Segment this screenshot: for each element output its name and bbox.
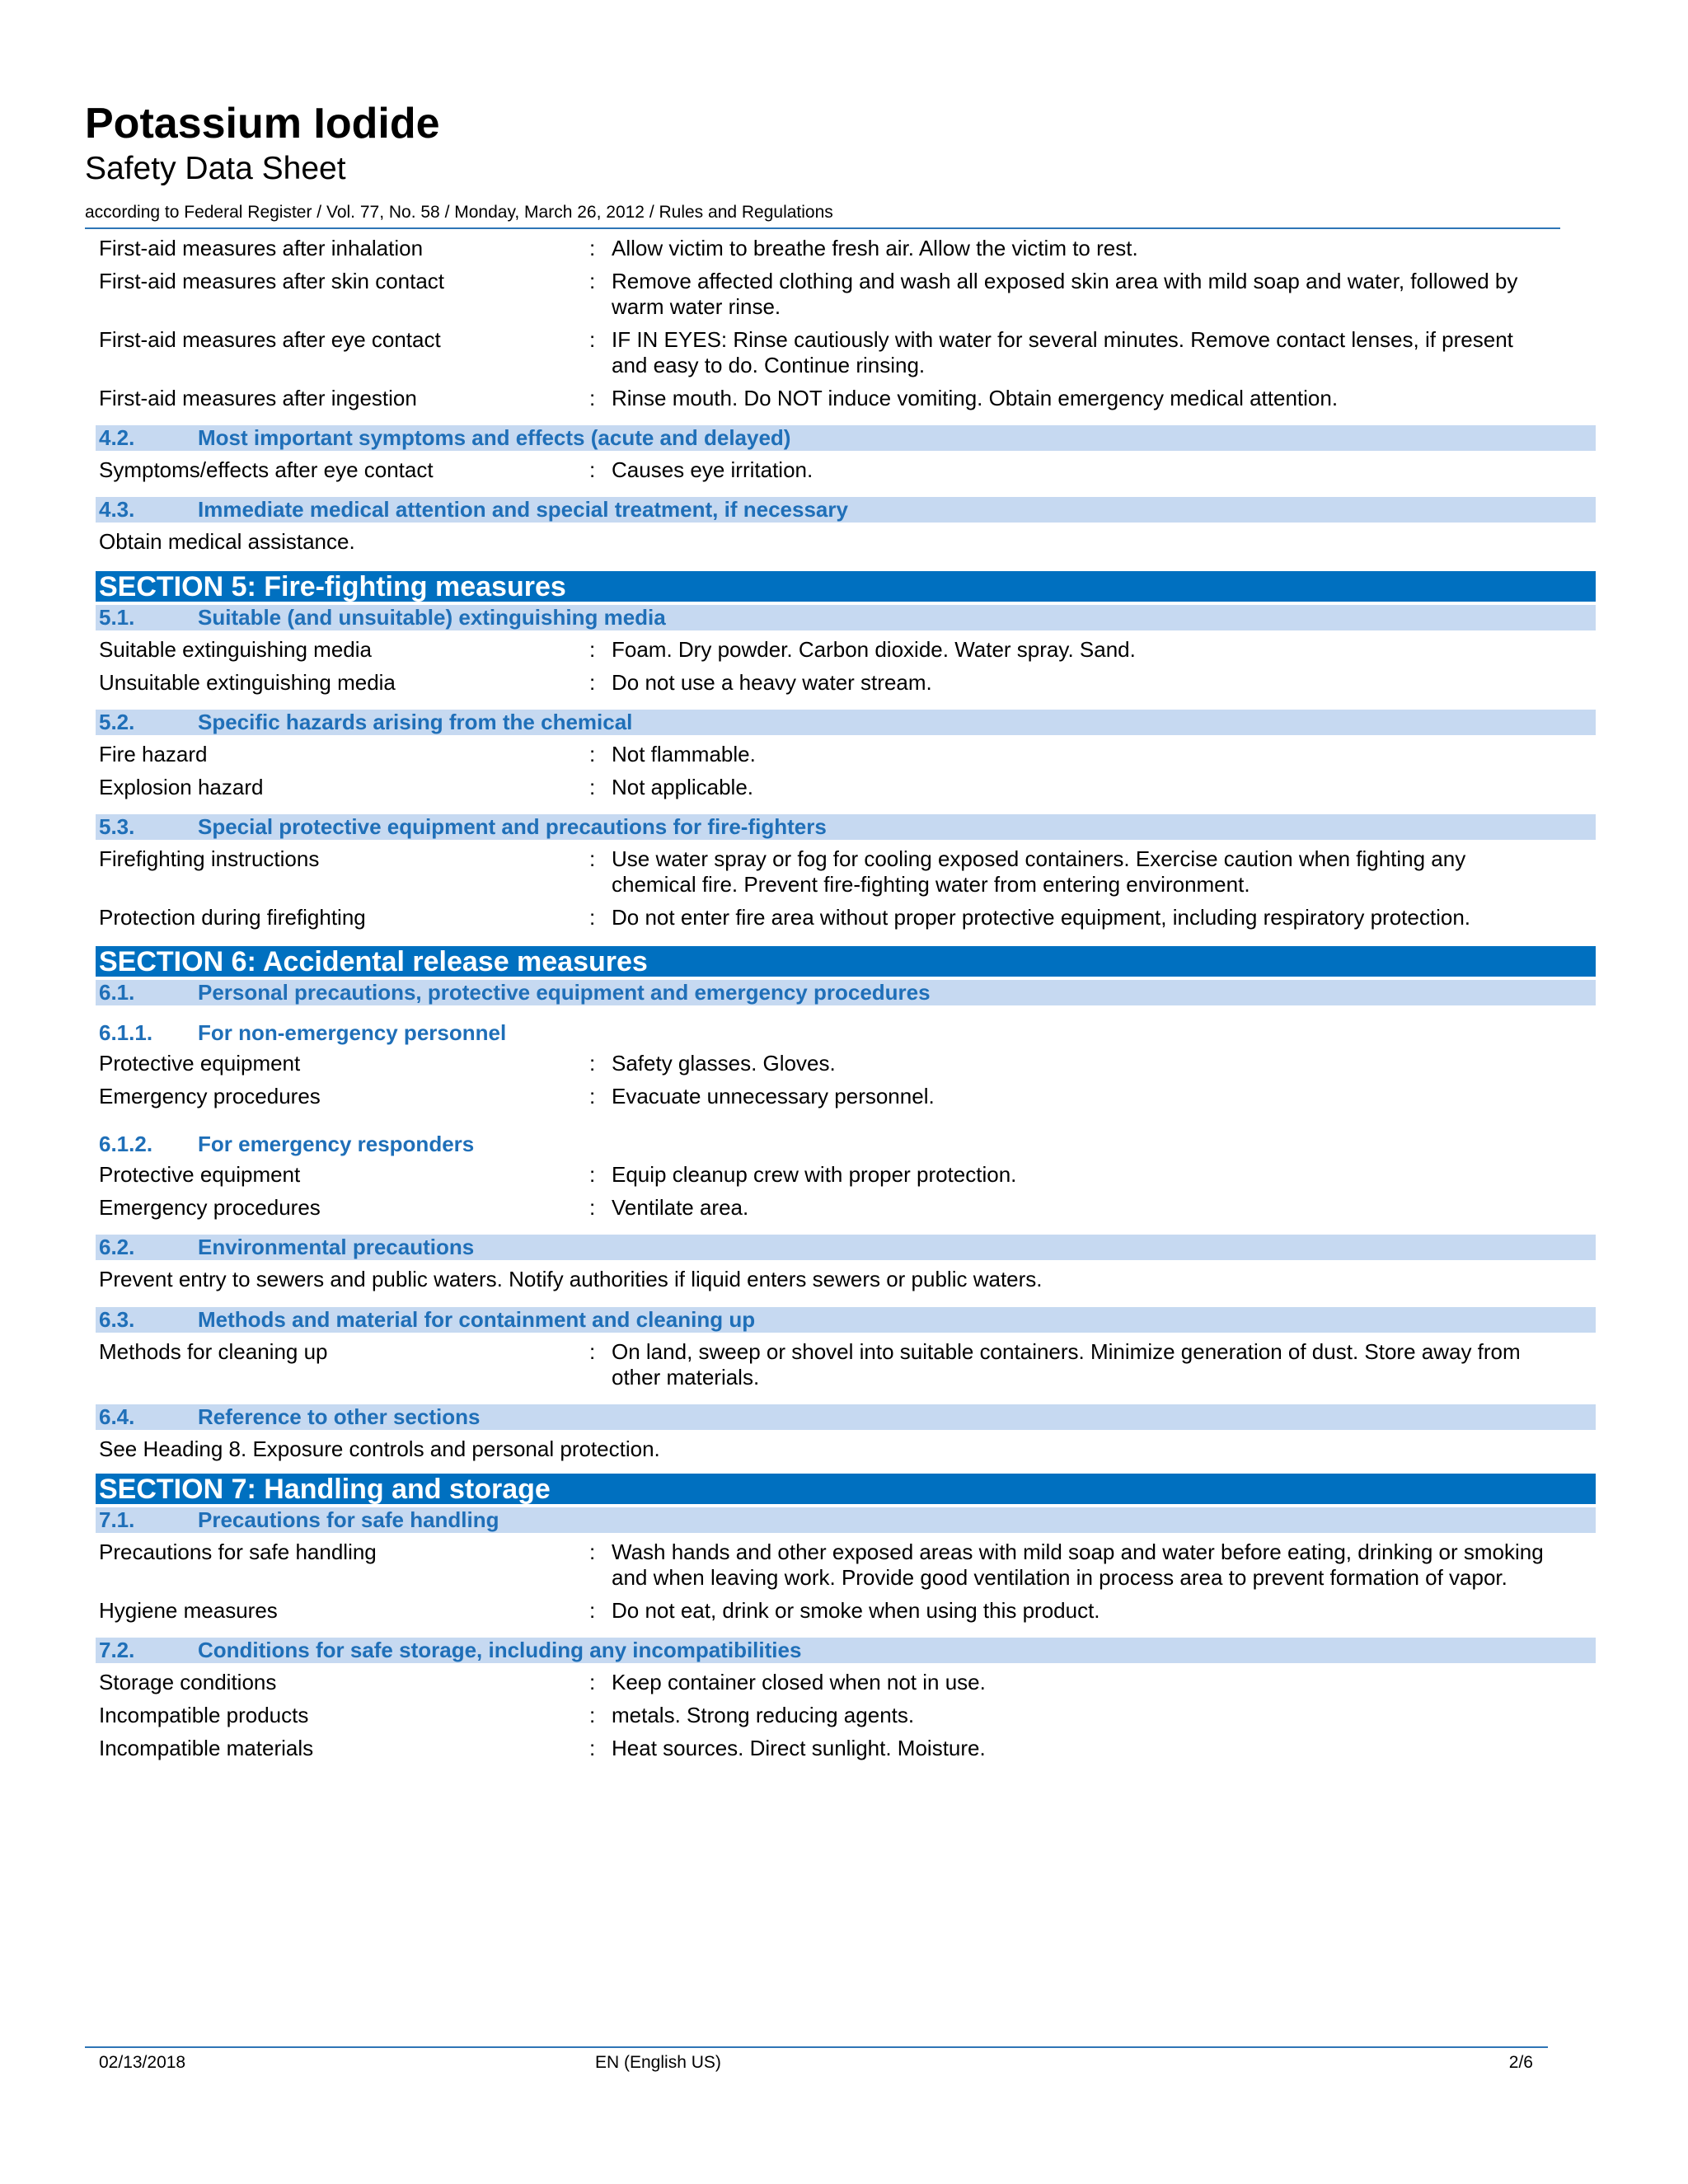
field-label: Protection during firefighting [99,905,366,930]
field-value: Rinse mouth. Do NOT induce vomiting. Obtain emergency medical attention. [612,386,1339,410]
field-label: Explosion hazard [99,775,264,799]
field-value: Not flammable. [612,742,756,766]
field-value: Do not enter fire area without proper protective equipment, including respiratory protection. [612,905,1471,930]
subsection-number: 4.3. [99,497,135,522]
subsection-heading [96,497,1596,523]
field-colon: : [589,1540,596,1564]
subsection-title: Environmental precautions [198,1235,475,1259]
field-colon: : [589,670,596,695]
subsection-title: Conditions for safe storage, including any incompatibilities [198,1638,802,1662]
subsection-heading [96,1638,1596,1663]
subsection-title: For non-emergency personnel [198,1020,507,1045]
field-label: Hygiene measures [99,1598,278,1623]
field-colon: : [589,457,596,482]
field-colon: : [589,1670,596,1694]
regulation-reference: according to Federal Register / Vol. 77, No. 58 / Monday, March 26, 2012 / Rules and Regulations [85,203,833,222]
field-label: Emergency procedures [99,1084,321,1108]
field-colon: : [589,386,596,410]
field-label: Symptoms/effects after eye contact [99,457,434,482]
subsection-heading [96,814,1596,840]
subsection-heading [96,1404,1596,1430]
field-row [96,324,1596,382]
field-value: Allow victim to breathe fresh air. Allow the victim to rest. [612,236,1138,260]
field-value: Foam. Dry powder. Carbon dioxide. Water spray. Sand. [612,637,1136,662]
field-row [96,667,1596,700]
field-row [96,1047,1596,1080]
subsection-heading [96,605,1596,630]
subsection-title: Personal precautions, protective equipment and emergency procedures [198,980,931,1005]
document-body [96,232,1596,1765]
subsection-number: 4.2. [99,425,135,450]
paragraph-text: Obtain medical assistance. [99,529,355,554]
product-title: Potassium Iodide [85,100,440,148]
subsection-number: 5.3. [99,814,135,839]
subsection-number: 6.1.1. [99,1020,153,1045]
subsection-title: Methods and material for containment and cleaning up [198,1307,756,1332]
sub-subsection-heading [96,1020,1596,1046]
paragraph-text: Prevent entry to sewers and public waters. Notify authorities if liquid enters sewers or public waters. [99,1267,1043,1291]
paragraph-text: See Heading 8. Exposure controls and personal protection. [99,1436,660,1461]
field-label: Protective equipment [99,1162,301,1187]
field-value: Causes eye irritation. [612,457,814,482]
field-value: IF IN EYES: Rinse cautiously with water for several minutes. Remove contact lenses, if present and easy to do. Continue rinsing. [612,327,1513,377]
subsection-number: 7.2. [99,1638,135,1662]
field-row [96,843,1596,902]
field-row [96,1595,1596,1628]
field-label: First-aid measures after eye contact [99,327,441,352]
field-colon: : [589,742,596,766]
field-colon: : [589,775,596,799]
field-label: Firefighting instructions [99,846,320,871]
field-label: Fire hazard [99,742,208,766]
field-label: Storage conditions [99,1670,277,1694]
field-label: Methods for cleaning up [99,1339,328,1364]
footer-language: EN (English US) [595,2053,721,2072]
field-value: Use water spray or fog for cooling exposed containers. Exercise caution when fighting any chemical fire. Prevent fire-fighting water from entering environment. [612,846,1466,897]
subsection-title: Most important symptoms and effects (acute and delayed) [198,425,791,450]
field-colon: : [589,1195,596,1220]
field-value: Do not eat, drink or smoke when using this product. [612,1598,1100,1623]
field-row [96,382,1596,415]
document-subtitle: Safety Data Sheet [85,151,346,186]
section-heading: SECTION 7: Handling and storage [96,1474,1596,1504]
subsection-number: 5.1. [99,605,135,630]
footer-divider [85,2046,1548,2048]
field-row [96,902,1596,935]
subsection-title: Reference to other sections [198,1404,481,1429]
header-divider [85,227,1560,229]
footer-page-number: 2/6 [1508,2053,1533,2072]
subsection-heading [96,1507,1596,1533]
field-row [96,1336,1596,1394]
subsection-number: 6.4. [99,1404,135,1429]
subsection-number: 6.2. [99,1235,135,1259]
field-colon: : [589,1339,596,1364]
field-row [96,1159,1596,1192]
field-label: Suitable extinguishing media [99,637,372,662]
field-colon: : [589,327,596,352]
field-label: Emergency procedures [99,1195,321,1220]
field-colon: : [589,1703,596,1727]
field-row [96,738,1596,771]
field-value: Equip cleanup crew with proper protection. [612,1162,1017,1187]
field-row [96,1666,1596,1699]
subsection-number: 6.1.2. [99,1132,153,1156]
field-colon: : [589,905,596,930]
field-colon: : [589,1736,596,1760]
field-value: Remove affected clothing and wash all exposed skin area with mild soap and water, followed by warm water rinse. [612,269,1518,319]
page-header [85,97,1560,224]
field-colon: : [589,637,596,662]
subsection-number: 7.1. [99,1507,135,1532]
field-colon: : [589,1051,596,1076]
subsection-title: For emergency responders [198,1132,475,1156]
subsection-heading [96,980,1596,1005]
field-colon: : [589,1598,596,1623]
field-row [96,1192,1596,1225]
field-row [96,1536,1596,1595]
field-value: On land, sweep or shovel into suitable containers. Minimize generation of dust. Store away from other materials. [612,1339,1521,1390]
field-label: Incompatible products [99,1703,309,1727]
field-colon: : [589,269,596,293]
field-colon: : [589,236,596,260]
field-label: Protective equipment [99,1051,301,1076]
subsection-title: Precautions for safe handling [198,1507,499,1532]
field-value: Keep container closed when not in use. [612,1670,986,1694]
field-value: Heat sources. Direct sunlight. Moisture. [612,1736,986,1760]
field-row [96,1699,1596,1732]
section-heading: SECTION 6: Accidental release measures [96,946,1596,977]
field-value: Safety glasses. Gloves. [612,1051,836,1076]
field-colon: : [589,846,596,871]
field-row [96,265,1596,324]
field-row [96,232,1596,265]
field-colon: : [589,1162,596,1187]
subsection-title: Immediate medical attention and special treatment, if necessary [198,497,848,522]
field-label: Precautions for safe handling [99,1540,377,1564]
subsection-number: 6.3. [99,1307,135,1332]
field-label: Incompatible materials [99,1736,314,1760]
subsection-heading [96,1235,1596,1260]
subsection-title: Special protective equipment and precautions for fire-fighters [198,814,827,839]
field-colon: : [589,1084,596,1108]
field-value: Ventilate area. [612,1195,749,1220]
field-row [96,1080,1596,1113]
field-label: First-aid measures after inhalation [99,236,424,260]
subsection-title: Specific hazards arising from the chemical [198,710,633,734]
field-value: Wash hands and other exposed areas with mild soap and water before eating, drinking or smoking and when leaving work. Provide good ventilation in process area to prevent formation of vapor. [612,1540,1544,1590]
field-label: First-aid measures after ingestion [99,386,417,410]
subsection-heading [96,425,1596,451]
field-row [96,771,1596,804]
field-value: metals. Strong reducing agents. [612,1703,915,1727]
subsection-number: 6.1. [99,980,135,1005]
field-value: Not applicable. [612,775,753,799]
field-row [96,1732,1596,1765]
field-label: Unsuitable extinguishing media [99,670,396,695]
field-value: Do not use a heavy water stream. [612,670,932,695]
section-heading: SECTION 5: Fire-fighting measures [96,571,1596,602]
field-value: Evacuate unnecessary personnel. [612,1084,935,1108]
field-label: First-aid measures after skin contact [99,269,445,293]
subsection-heading [96,1307,1596,1333]
subsection-title: Suitable (and unsuitable) extinguishing media [198,605,666,630]
subsection-heading [96,710,1596,735]
subsection-number: 5.2. [99,710,135,734]
sub-subsection-heading [96,1132,1596,1157]
footer-date: 02/13/2018 [99,2053,186,2072]
field-row [96,634,1596,667]
field-row [96,454,1596,487]
